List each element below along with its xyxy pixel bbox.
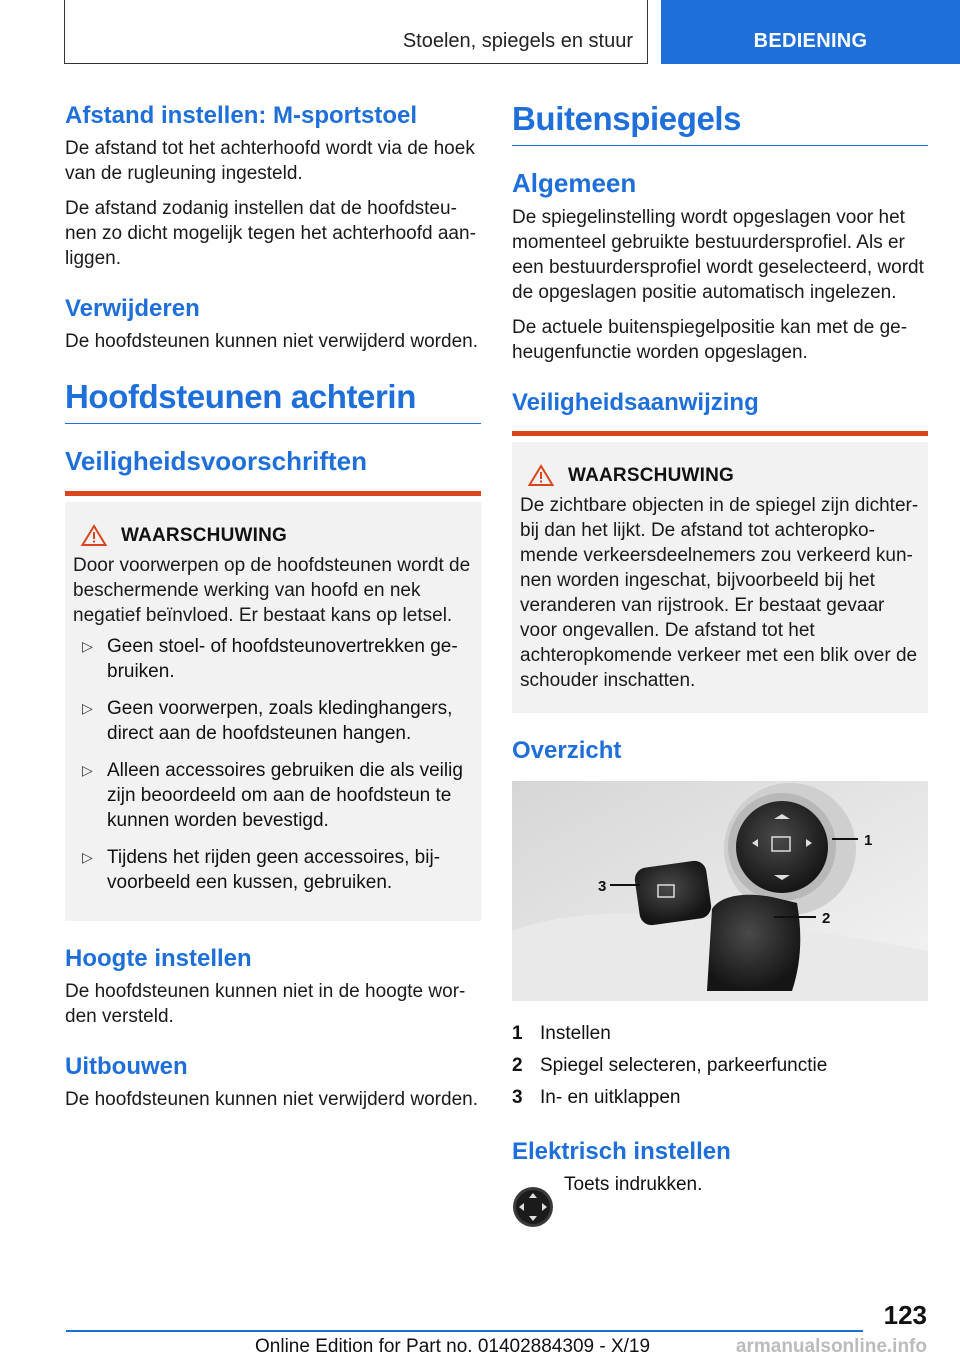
header-section-title: Stoelen, spiegels en stuur (402, 30, 633, 52)
header-chapter-title: BEDIENING (753, 30, 868, 52)
callout-1: 1 (864, 832, 873, 849)
afstand-heading: Afstand instellen: M-sportstoel (65, 102, 418, 129)
warning-triangle-icon (81, 524, 107, 547)
bullet-triangle-icon: ▷ (82, 849, 93, 865)
mirror-adjust-button-icon (512, 1186, 554, 1228)
header-chapter-tab (661, 0, 960, 64)
algemeen-heading: Algemeen (512, 168, 637, 198)
callout-2: 2 (822, 910, 831, 927)
uitbouwen-heading: Uitbouwen (65, 1053, 188, 1080)
footer-rule (66, 1330, 863, 1332)
warning-triangle-icon (528, 464, 554, 487)
verwijderen-heading: Verwijderen (65, 295, 200, 322)
list-item: ▷ Alleen accessoires gebruiken die als veilig zijn beoordeeld om aan de hoofdsteun te kunnen worden bevestigd. (82, 760, 463, 831)
warning-title: WAARSCHUWING (568, 464, 734, 486)
header-section-tab (64, 0, 648, 64)
warning-box (65, 502, 481, 921)
list-item: ▷ Geen voorwerpen, zoals kledinghangers, direct aan de hoofdsteunen hangen. (82, 698, 453, 744)
overzicht-legend (512, 1018, 928, 1114)
hoogte-heading: Hoogte instellen (65, 945, 252, 972)
buitenspiegels-heading: Buitenspiegels (512, 100, 928, 146)
elektrisch-heading: Elektrisch instellen (512, 1138, 731, 1165)
list-item: 2 Spiegel selecteren, parkeerfunctie (512, 1055, 828, 1076)
list-item: ▷ Geen stoel- of hoofdsteunovertrekken gebruiken. (82, 636, 458, 682)
afstand-paragraph-1: De afstand tot het achterhoofd wordt via de hoek van de rugleuning ingesteld. (65, 138, 475, 184)
warning-rule (65, 491, 481, 496)
list-item: 1 Instellen (512, 1023, 611, 1044)
uitbouwen-paragraph: De hoofdsteunen kunnen niet verwijderd worden. (65, 1089, 478, 1110)
right-column (512, 100, 928, 1228)
afstand-paragraph-2: De afstand zodanig instellen dat de hoofdsteunen zo dicht mogelijk tegen het achterhoofd aanliggen. (65, 198, 476, 269)
algemeen-paragraph-2: De actuele buitenspiegelpositie kan met de geheugenfunctie worden opgeslagen. (512, 317, 908, 363)
bullet-triangle-icon: ▷ (82, 762, 93, 778)
algemeen-paragraph-1: De spiegelinstelling wordt opgeslagen voor het momenteel gebruikte bestuurdersprofiel. Als er een bestuurdersprofiel wordt geselecteerd, wordt de opgeslagen positie automatisch ingelezen. (512, 207, 924, 303)
warning-text: Door voorwerpen op de hoofdsteunen wordt de beschermende werking van hoofd en nek negatief beïnvloed. Er bestaat kans op letsel. (73, 555, 471, 626)
bullet-triangle-icon: ▷ (82, 700, 93, 716)
watermark: armanualsonline.info (735, 1336, 927, 1357)
list-item: ▷ Tijdens het rijden geen accessoires, bijvoorbeeld een kussen, gebruiken. (82, 847, 441, 893)
left-column (65, 100, 481, 1122)
warning-rule (512, 431, 928, 436)
warning-title: WAARSCHUWING (121, 524, 287, 546)
hoofdsteunen-achterin-heading: Hoofdsteunen achterin (65, 378, 481, 424)
warning-box (512, 442, 928, 713)
warning-text: De zichtbare objecten in de spiegel zijn dichterbij dan het lijkt. De afstand tot achteropkomende verkeersdeelnemers zou verkeerd kunnen worden ingeschat, bijvoorbeeld bij het veranderen van rijstrook. Er bestaat gevaar voor ongevallen. De afstand tot het achteropkomende verkeer met een blik over de schouder inschatten. (520, 495, 919, 691)
veiligheidsaanwijzing-heading: Veiligheidsaanwijzing (512, 389, 759, 416)
page-number: 123 (883, 1300, 927, 1330)
mirror-control-photo (512, 781, 928, 1001)
callout-3: 3 (598, 878, 607, 895)
bullet-triangle-icon: ▷ (82, 638, 93, 654)
list-item: 3 In- en uitklappen (512, 1087, 681, 1108)
hoogte-paragraph: De hoofdsteunen kunnen niet in de hoogte worden versteld. (65, 981, 466, 1027)
warning-bullet-list (73, 634, 473, 895)
elektrisch-paragraph: Toets indrukken. (564, 1174, 703, 1195)
veiligheidsvoorschriften-heading: Veiligheidsvoorschriften (65, 446, 367, 476)
verwijderen-paragraph: De hoofdsteunen kunnen niet verwijderd worden. (65, 331, 478, 352)
overzicht-heading: Overzicht (512, 737, 622, 764)
footer-edition: Online Edition for Part no. 01402884309 - X/19 (255, 1336, 651, 1357)
